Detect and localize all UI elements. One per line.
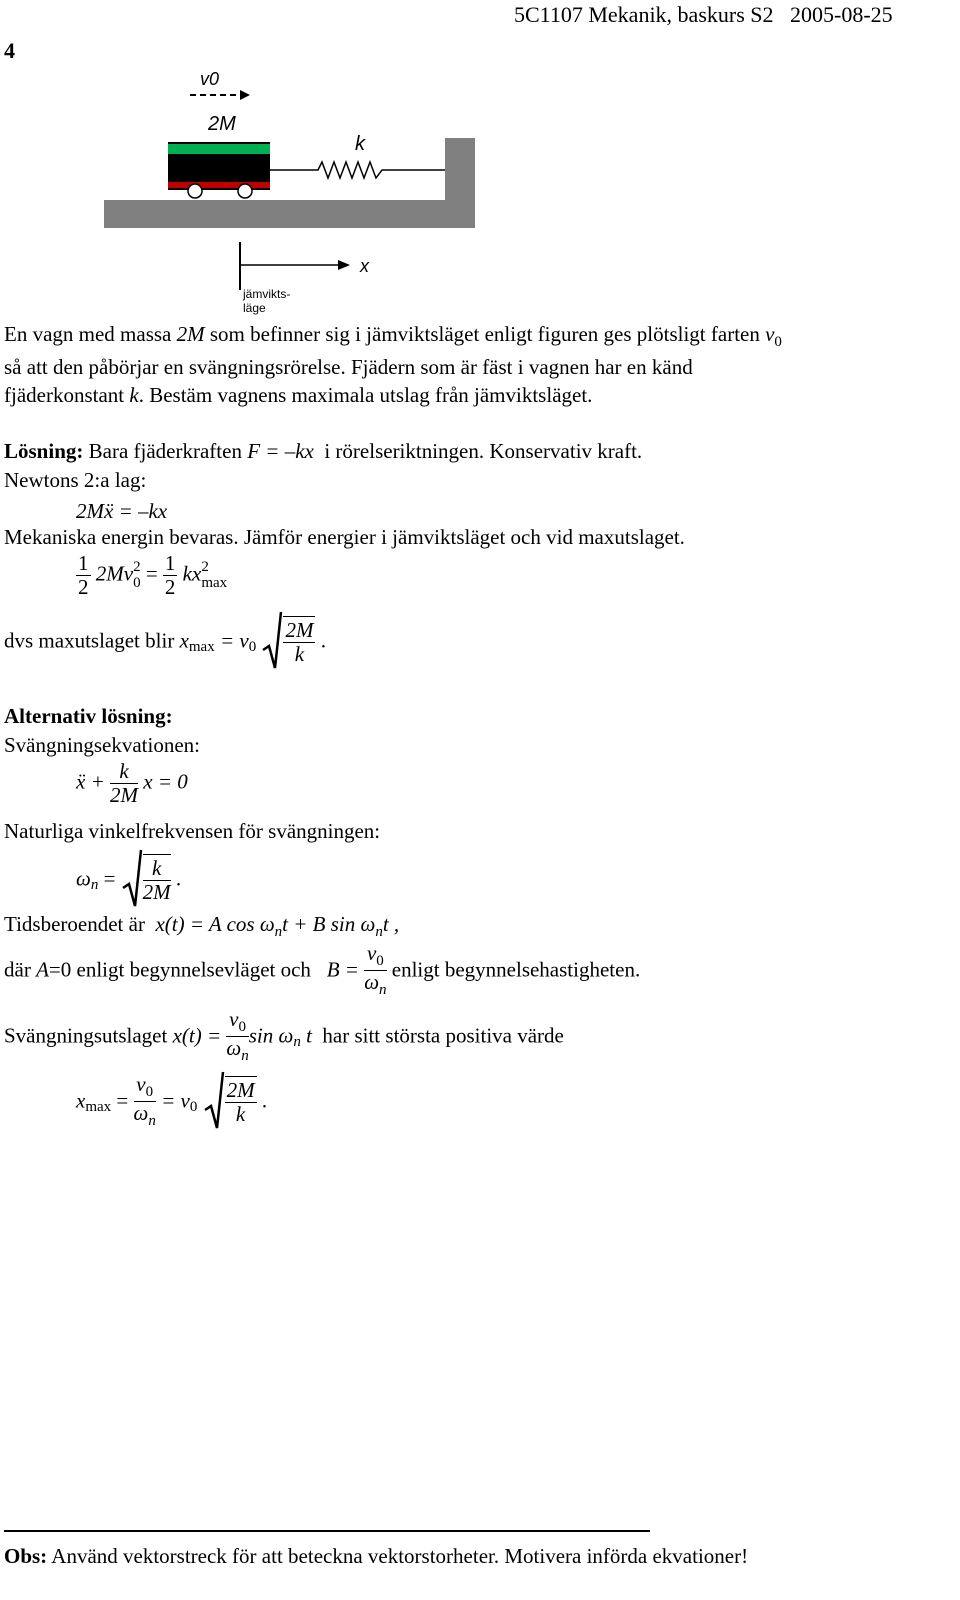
amp-sin-sub: n bbox=[293, 1034, 301, 1051]
solution-line-1 bbox=[4, 439, 642, 464]
result-line bbox=[4, 610, 326, 672]
energy-rhs-sup: 2 bbox=[201, 558, 209, 575]
final-eq2: = v bbox=[161, 1088, 190, 1113]
omega-dot: . bbox=[175, 866, 182, 891]
alt-text-5b: har sitt största positiva värde bbox=[322, 1023, 564, 1048]
final-num: v bbox=[136, 1071, 146, 1096]
omega-equation bbox=[76, 848, 181, 910]
problem-text-d: . Bestäm vagnens maximala utslag från jämviktsläget. bbox=[138, 383, 593, 407]
half-den: 2 bbox=[78, 575, 89, 600]
alt-line-3 bbox=[4, 912, 399, 941]
final-den-sub: n bbox=[148, 1112, 156, 1129]
energy-eq: = bbox=[145, 561, 158, 586]
osc-frac bbox=[110, 760, 138, 807]
cart-bottom bbox=[168, 182, 270, 188]
time-eq-c: t , bbox=[382, 912, 400, 936]
amp-eq-lhs: x(t) = bbox=[172, 1023, 222, 1048]
half-den-r: 2 bbox=[164, 575, 176, 600]
half-num: 1 bbox=[78, 551, 89, 575]
final-dot: . bbox=[261, 1088, 268, 1113]
cart-wheel-right bbox=[238, 184, 252, 198]
problem-k: k bbox=[129, 383, 139, 407]
amp-den: ω bbox=[226, 1035, 242, 1060]
time-eq-b: t + B sin ω bbox=[282, 912, 376, 936]
amp-num: v bbox=[229, 1007, 239, 1031]
problem-text-c: fjäderkonstant bbox=[4, 383, 125, 407]
final-v-sub: 0 bbox=[189, 1099, 198, 1115]
omega-den: 2M bbox=[142, 880, 171, 904]
result-den: k bbox=[294, 642, 305, 666]
alt-line-1: Svängningsekvationen: bbox=[4, 733, 200, 757]
osc-rhs: x = 0 bbox=[143, 769, 188, 794]
problem-text-a: En vagn med massa bbox=[4, 322, 172, 346]
equilibrium-label-2: läge bbox=[243, 301, 266, 315]
problem-line-3 bbox=[4, 383, 592, 408]
result-x-sub: max bbox=[188, 639, 215, 655]
alt-text-4b: =0 enligt begynnelsevläget och bbox=[48, 957, 311, 982]
alt-text-4c: enligt begynnelsehastigheten. bbox=[391, 957, 641, 982]
alt-text-3a: Tidsberoendet är bbox=[4, 912, 145, 936]
page-number: 4 bbox=[4, 38, 15, 63]
final-rnum: 2M bbox=[226, 1077, 255, 1102]
time-eq-sub: n bbox=[274, 924, 283, 941]
cart-wheel-left bbox=[188, 184, 202, 198]
final-sqrt bbox=[203, 1070, 257, 1132]
solution-text-a: Bara fjäderkraften bbox=[88, 439, 242, 463]
alt-B: B = bbox=[326, 957, 359, 982]
B-num: v bbox=[366, 941, 377, 965]
result-dot: . bbox=[320, 628, 326, 653]
osc-num: k bbox=[110, 760, 138, 784]
alt-A: A bbox=[36, 957, 49, 982]
alt-line-2: Naturliga vinkelfrekvensen för svängningen: bbox=[4, 819, 381, 843]
energy-rhs: kx bbox=[182, 561, 202, 586]
solution-line-3: Mekaniska energin bevaras. Jämför energier i jämviktsläget och vid maxutslaget. bbox=[4, 525, 685, 549]
final-rfrac bbox=[225, 1076, 257, 1126]
result-num: 2M bbox=[285, 617, 314, 642]
result-text: dvs maxutslaget blir bbox=[4, 628, 175, 653]
energy-rhs-sub: max bbox=[201, 574, 228, 591]
B-den: ω bbox=[364, 969, 380, 994]
energy-lhs-sup: 2 bbox=[133, 558, 141, 575]
energy-equation bbox=[76, 552, 227, 599]
result-x: x bbox=[179, 628, 189, 653]
course-header bbox=[514, 2, 893, 28]
energy-lhs: 2Mv bbox=[95, 561, 134, 586]
final-den: ω bbox=[133, 1100, 149, 1125]
x-axis-arrowhead bbox=[338, 260, 350, 270]
result-frac bbox=[283, 616, 315, 666]
half-num-r: 1 bbox=[164, 551, 176, 575]
osc-den: 2M bbox=[110, 783, 138, 808]
footer-rule bbox=[4, 1530, 650, 1532]
solution-heading: Lösning: bbox=[4, 439, 84, 463]
problem-line-1 bbox=[4, 322, 782, 351]
mass-label: 2M bbox=[208, 113, 236, 135]
velocity-arrowhead bbox=[240, 90, 250, 100]
energy-lhs-sub: 0 bbox=[133, 574, 141, 591]
final-equation bbox=[76, 1070, 267, 1132]
alt-text-4a: där bbox=[4, 957, 31, 982]
newton-equation: 2Mẍ = –kx bbox=[76, 499, 168, 523]
obs-text: Använd vektorstreck för att beteckna vektorstorheter. Motivera införda ekvationer! bbox=[51, 1544, 749, 1568]
amp-num-sub: 0 bbox=[238, 1019, 246, 1036]
obs-label: Obs: bbox=[4, 1544, 48, 1568]
spring-label: k bbox=[355, 133, 365, 155]
alt-line-4 bbox=[4, 942, 640, 998]
amp-sin: sin ω bbox=[248, 1023, 294, 1048]
final-eq: = bbox=[116, 1088, 129, 1113]
result-v-sub: 0 bbox=[248, 639, 257, 655]
B-frac bbox=[364, 942, 386, 998]
omega-eq: = bbox=[103, 866, 116, 891]
problem-v: v bbox=[765, 322, 775, 346]
header-date: 2005-08-25 bbox=[790, 2, 893, 27]
B-den-sub: n bbox=[379, 981, 387, 998]
B-num-sub: 0 bbox=[376, 953, 384, 970]
amp-frac bbox=[226, 1008, 248, 1064]
alt-line-5 bbox=[4, 1008, 564, 1064]
velocity-label: v0 bbox=[200, 69, 220, 89]
omega-frac bbox=[143, 854, 171, 904]
final-x: x bbox=[76, 1088, 86, 1113]
energy-half-right bbox=[163, 552, 178, 599]
oscillation-equation bbox=[76, 760, 188, 807]
result-sqrt bbox=[261, 610, 315, 672]
final-x-sub: max bbox=[85, 1099, 112, 1115]
cart-stripe bbox=[168, 144, 270, 154]
footer-note bbox=[4, 1544, 748, 1569]
spring-force-eq: F = –kx bbox=[247, 439, 314, 463]
alt-text-5a: Svängningsutslaget bbox=[4, 1023, 168, 1048]
floor bbox=[104, 200, 475, 228]
course-title: 5C1107 Mekanik, baskurs S2 bbox=[514, 2, 774, 27]
solution-line-2: Newtons 2:a lag: bbox=[4, 468, 147, 492]
final-num-sub: 0 bbox=[145, 1084, 154, 1100]
problem-v-sub: 0 bbox=[774, 334, 782, 351]
time-eq-sub2: n bbox=[375, 924, 383, 941]
sqrt-sign-3 bbox=[203, 1070, 225, 1132]
sqrt-sign-2 bbox=[121, 848, 143, 910]
amp-den-sub: n bbox=[241, 1047, 249, 1064]
omega-sqrt bbox=[121, 848, 171, 910]
problem-text-b: som befinner sig i jämviktsläget enligt figuren ges plötsligt farten bbox=[209, 322, 760, 346]
time-eq-a: x(t) = A cos ω bbox=[155, 912, 275, 936]
equilibrium-label-1: jämvikts- bbox=[243, 287, 291, 301]
omega-num: k bbox=[143, 857, 171, 881]
problem-line-2: så att den påbörjar en svängningsrörelse. Fjädern som är fäst i vagnen har en känd bbox=[4, 355, 693, 379]
energy-half-left bbox=[76, 552, 91, 599]
omega-sub: n bbox=[90, 877, 99, 893]
sqrt-sign bbox=[261, 610, 283, 672]
problem-mass: 2M bbox=[176, 322, 205, 346]
x-axis-label: x bbox=[360, 256, 369, 276]
cart-spring-figure bbox=[100, 60, 480, 320]
amp-t: t bbox=[306, 1023, 312, 1048]
alt-heading: Alternativ lösning: bbox=[4, 704, 173, 728]
final-rden: k bbox=[235, 1102, 246, 1126]
solution-text-b: i rörelseriktningen. Konservativ kraft. bbox=[324, 439, 643, 463]
osc-lhs: ẍ + bbox=[76, 769, 105, 794]
spring bbox=[270, 162, 445, 178]
final-frac bbox=[134, 1073, 156, 1129]
omega-lhs: ω bbox=[76, 866, 91, 891]
result-eq: = v bbox=[219, 628, 249, 653]
